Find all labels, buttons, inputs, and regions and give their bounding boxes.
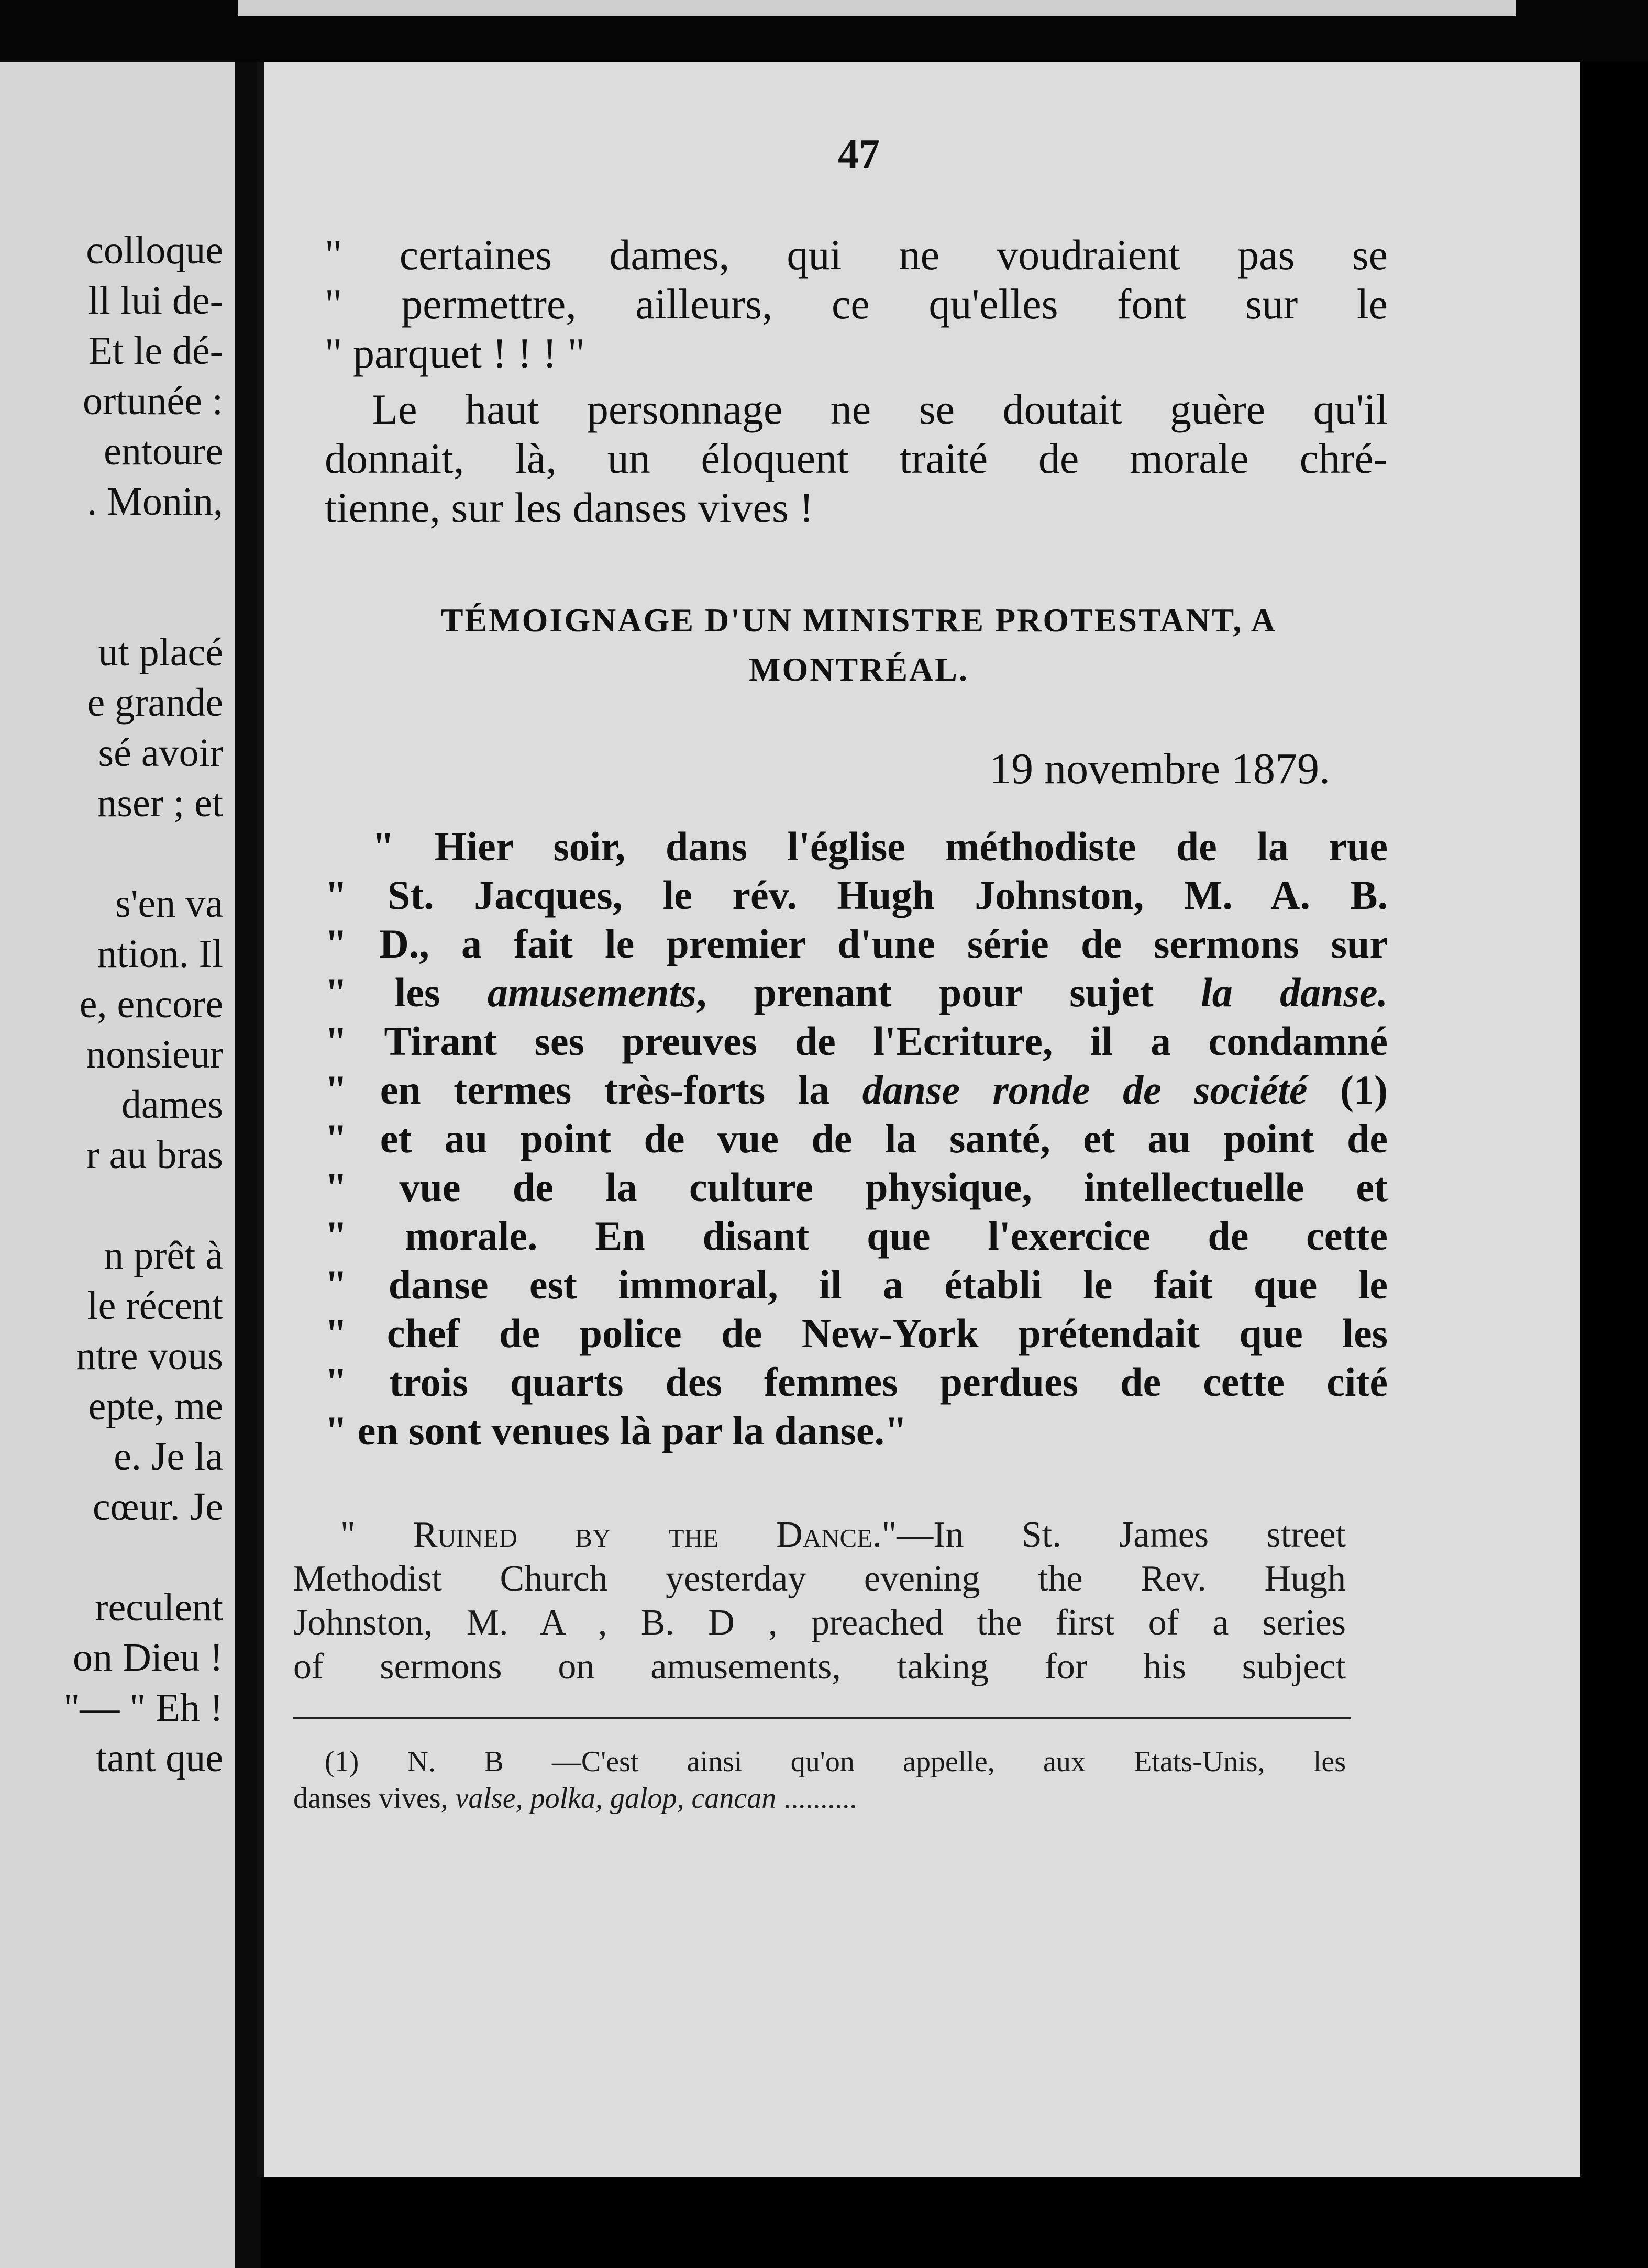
text-line: " parquet ! ! ! " <box>325 329 585 377</box>
left-fragment-line: n prêt à <box>104 1233 223 1277</box>
left-fragment-line: nonsieur <box>86 1032 223 1076</box>
smallcaps-title: " Ruined by the Dance." <box>340 1515 897 1555</box>
footnote-line <box>293 1780 1346 1817</box>
text-line: " St. Jacques, le rév. Hugh Johnston, M. A. B. <box>325 872 1388 918</box>
left-fragment-line: ortunée : <box>82 379 223 423</box>
section-heading <box>346 596 1372 694</box>
page-edge-line <box>257 62 264 2177</box>
text-line: " morale. En disant que l'exercice de cette <box>325 1213 1388 1259</box>
bottom-black-border <box>261 2177 1648 2268</box>
text-line: " chef de police de New-York prétendait que les <box>325 1310 1388 1356</box>
left-fragment-line: . Monin, <box>87 480 223 524</box>
text-line: " trois quarts des femmes perdues de cette cité <box>325 1359 1388 1405</box>
left-fragment-line: nser ; et <box>97 781 223 825</box>
left-fragment-line: epte, me <box>88 1384 223 1428</box>
left-fragment-line: le récent <box>87 1284 223 1328</box>
left-page-text <box>0 225 235 1783</box>
heading-line: MONTRÉAL. <box>749 651 969 688</box>
left-fragment-line <box>0 828 235 879</box>
paragraph-haut-personnage <box>325 385 1388 532</box>
left-fragment-line: ut placé <box>98 630 223 674</box>
left-fragment-line: sé avoir <box>98 731 223 775</box>
text-line: Methodist Church yesterday evening the Rev. Hugh <box>293 1559 1346 1599</box>
left-fragment-line: "— " Eh ! <box>63 1686 223 1730</box>
text-line: " danse est immoral, il a établi le fait que le <box>325 1262 1388 1307</box>
left-fragment-line <box>0 1180 235 1230</box>
italic-term: valse, polka, galop, cancan <box>455 1782 777 1815</box>
italic-term: amusements <box>487 970 696 1015</box>
top-page-edge <box>238 0 1516 16</box>
left-fragment-line: ntion. Il <box>97 932 223 976</box>
text-line <box>293 1513 1346 1557</box>
date-line: 19 novembre 1879. <box>989 744 1330 793</box>
left-fragment-line: s'en va <box>115 882 223 926</box>
left-fragment-line: ntre vous <box>76 1334 223 1378</box>
footnote <box>293 1743 1346 1817</box>
italic-term: danse ronde de société <box>862 1067 1308 1113</box>
left-fragment-line: colloque <box>86 228 223 272</box>
paragraph-quote-end <box>325 230 1388 378</box>
footnote-rule <box>293 1717 1351 1719</box>
text-line: " certaines dames, qui ne voudraient pas se <box>325 231 1388 279</box>
text-line: " en sont venues là par la danse." <box>325 1408 908 1453</box>
left-fragment-line <box>0 527 235 577</box>
text-line: Le haut personnage ne se doutait guère qu'il <box>372 385 1388 433</box>
text-line: " Hier soir, dans l'église méthodiste de la rue <box>372 824 1388 869</box>
text-run: (1) <box>1307 1067 1388 1113</box>
left-fragment-line: ll lui de- <box>88 279 223 323</box>
left-fragment-line <box>0 577 235 627</box>
text-run: —In St. James street <box>897 1515 1346 1555</box>
left-fragment-line: tant que <box>96 1736 223 1780</box>
left-fragment-line: Et le dé- <box>88 329 223 373</box>
left-fragment-line: cœur. Je <box>92 1485 223 1529</box>
footnote-line: (1) N. B —C'est ainsi qu'on appelle, aux Etats-Unis, les <box>325 1746 1346 1778</box>
text-line: " Tirant ses preuves de l'Ecriture, il a condamné <box>325 1018 1388 1064</box>
text-line: " permettre, ailleurs, ce qu'elles font sur le <box>325 280 1388 328</box>
text-run: " les <box>325 970 488 1015</box>
left-fragment-line: r au bras <box>86 1133 223 1177</box>
right-black-border <box>1580 73 1648 2268</box>
left-page-fragment <box>0 62 235 2268</box>
page-number: 47 <box>838 131 880 177</box>
text-line: tienne, sur les danses vives ! <box>325 484 814 531</box>
text-run: , prenant pour sujet <box>696 970 1201 1015</box>
left-fragment-line: on Dieu ! <box>72 1636 223 1680</box>
paragraph-english-quote <box>293 1513 1346 1689</box>
left-fragment-line <box>0 1532 235 1582</box>
italic-term: la danse. <box>1201 970 1388 1015</box>
left-fragment-line: dames <box>121 1083 223 1127</box>
left-fragment-line: e grande <box>87 681 223 725</box>
text-line: of sermons on amusements, taking for his subject <box>293 1647 1346 1687</box>
heading-line: TÉMOIGNAGE D'UN MINISTRE PROTESTANT, A <box>440 602 1277 639</box>
text-run: .......... <box>776 1782 857 1815</box>
text-line: Johnston, M. A , B. D , preached the first of a series <box>293 1603 1346 1643</box>
left-fragment-line: e. Je la <box>114 1435 223 1478</box>
text-line <box>325 1065 1388 1114</box>
text-line: " vue de la culture physique, intellectuelle et <box>325 1164 1388 1210</box>
text-run: danses vives, <box>293 1782 456 1815</box>
text-run: " en termes très-forts la <box>325 1067 862 1113</box>
left-fragment-line: reculent <box>95 1585 223 1629</box>
text-line <box>325 968 1388 1017</box>
text-line: " et au point de vue de la santé, et au point de <box>325 1116 1388 1161</box>
left-fragment-line: entoure <box>104 429 223 473</box>
text-line: donnait, là, un éloquent traité de morale chré- <box>325 435 1388 482</box>
left-fragment-line: e, encore <box>79 982 223 1026</box>
paragraph-hier-soir <box>325 822 1388 1455</box>
text-line: " D., a fait le premier d'une série de sermons sur <box>325 921 1388 966</box>
